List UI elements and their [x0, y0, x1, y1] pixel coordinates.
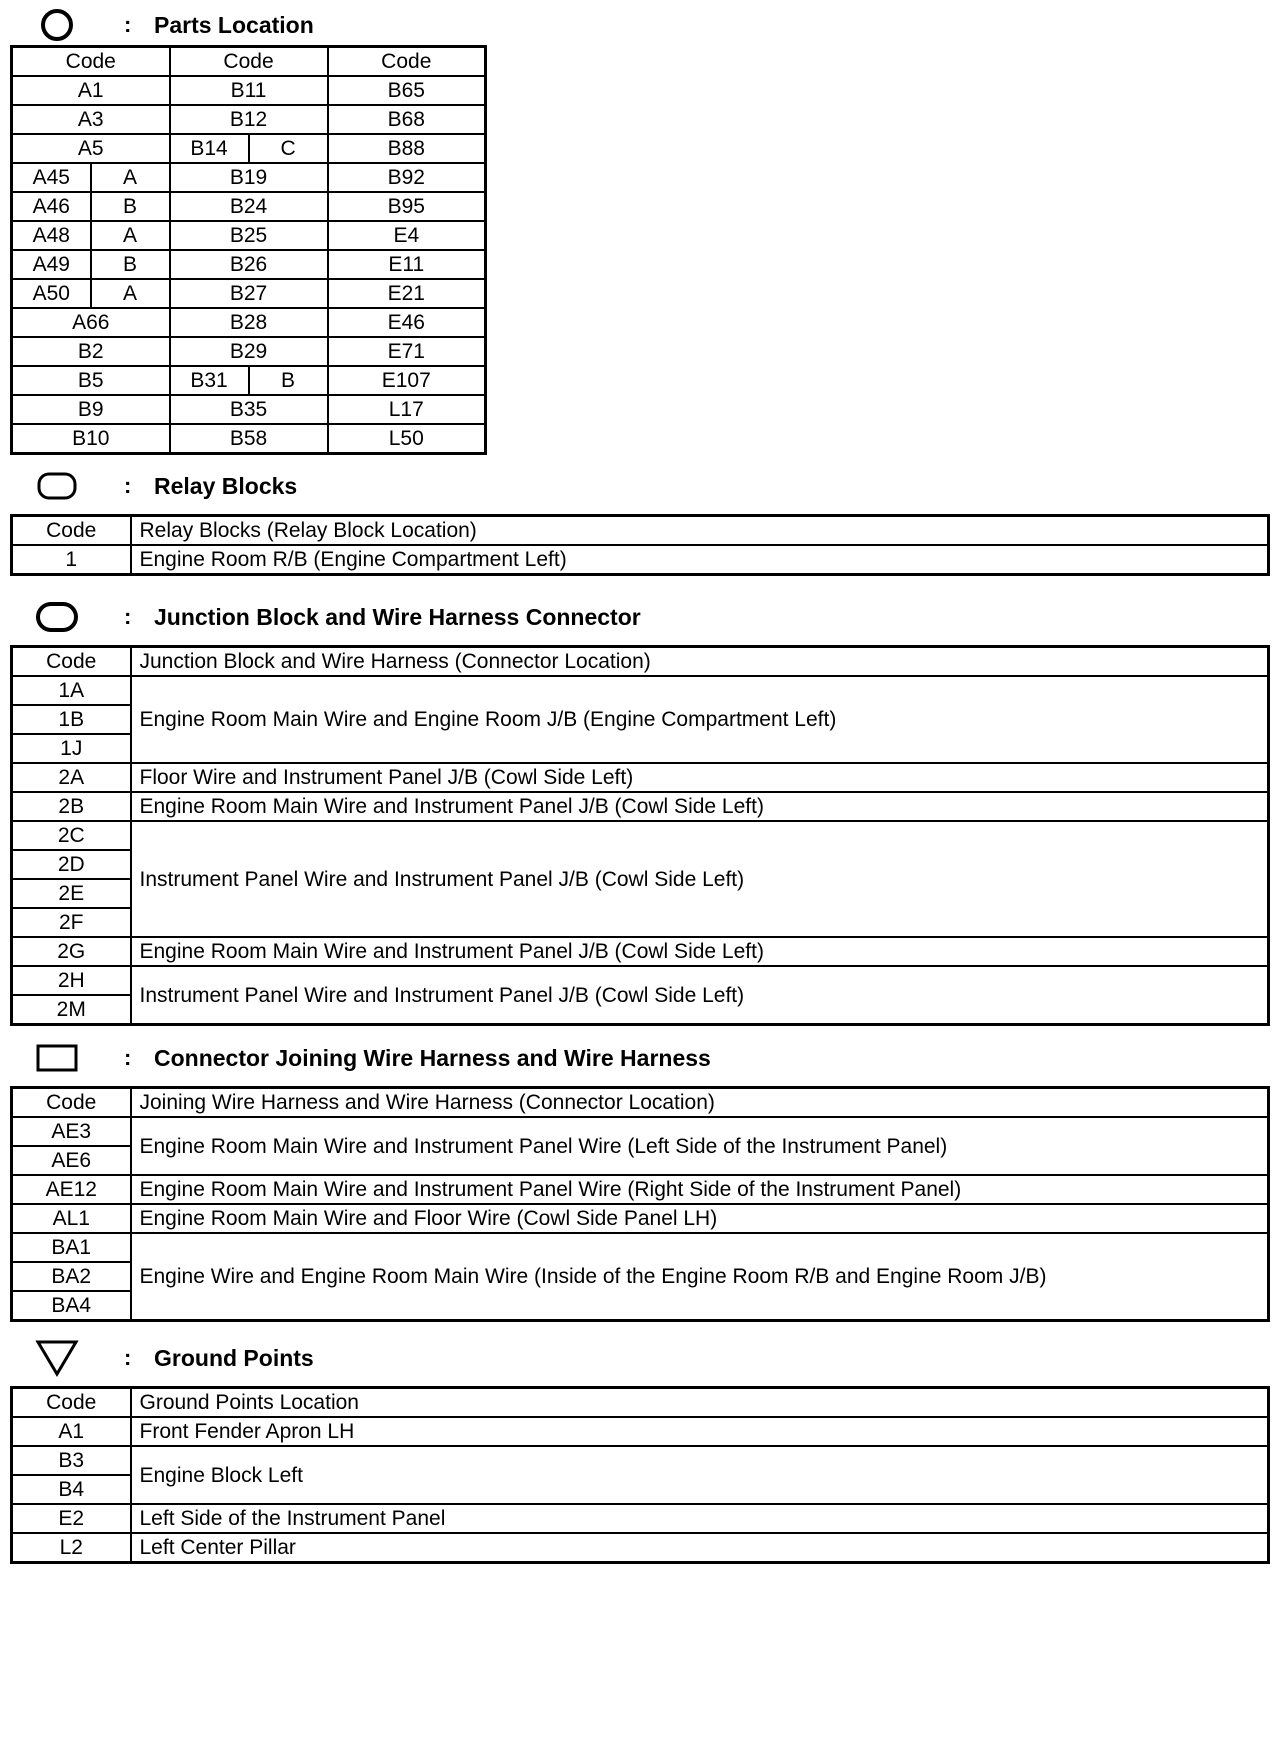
code-cell: 1J — [12, 734, 131, 763]
code-cell: 2H — [12, 966, 131, 995]
part-sub-code: A — [91, 279, 170, 308]
code-cell: B3 — [12, 1446, 131, 1475]
part-code: A50 — [12, 279, 91, 308]
part-code: A46 — [12, 192, 91, 221]
part-code: A3 — [12, 105, 170, 134]
rounded-box-symbol-icon — [30, 597, 84, 637]
code-column-header: Code — [12, 647, 131, 677]
connector-table — [10, 1086, 1270, 1322]
location-column-header: Joining Wire Harness and Wire Harness (Connector Location) — [131, 1088, 1269, 1118]
part-code: B88 — [328, 134, 486, 163]
code-cell: AE12 — [12, 1175, 131, 1204]
location-cell: Left Center Pillar — [131, 1533, 1269, 1563]
part-code: B65 — [328, 76, 486, 105]
code-cell: BA1 — [12, 1233, 131, 1262]
part-code: E71 — [328, 337, 486, 366]
code-cell: BA2 — [12, 1262, 131, 1291]
table-row — [12, 545, 1269, 575]
code-cell: AE6 — [12, 1146, 131, 1175]
table-row — [12, 163, 486, 192]
column-header: Code — [328, 47, 486, 77]
header-row — [12, 47, 486, 77]
table-row — [12, 105, 486, 134]
part-code: B10 — [12, 424, 170, 454]
part-code: B68 — [328, 105, 486, 134]
part-code: E11 — [328, 250, 486, 279]
code-cell: 2B — [12, 792, 131, 821]
location-column-header: Relay Blocks (Relay Block Location) — [131, 516, 1269, 546]
part-code: B29 — [170, 337, 328, 366]
code-cell: 1 — [12, 545, 131, 575]
table-row — [12, 366, 486, 395]
heading-colon: : — [124, 1045, 132, 1070]
table-row — [12, 937, 1269, 966]
code-cell: BA4 — [12, 1291, 131, 1321]
column-header: Code — [170, 47, 328, 77]
junction-block-heading — [30, 597, 641, 637]
part-code: B24 — [170, 192, 328, 221]
location-cell: Engine Room Main Wire and Engine Room J/B (Engine Compartment Left) — [131, 676, 1269, 763]
part-code: B14 — [170, 134, 249, 163]
table-row — [12, 1533, 1269, 1563]
part-sub-code: B — [91, 250, 170, 279]
code-cell: 2F — [12, 908, 131, 937]
table-row — [12, 1417, 1269, 1446]
location-column-header: Ground Points Location — [131, 1388, 1269, 1418]
location-column-header: Junction Block and Wire Harness (Connector Location) — [131, 647, 1269, 677]
part-code: B92 — [328, 163, 486, 192]
relay-blocks-heading — [30, 466, 297, 506]
table-row — [12, 763, 1269, 792]
part-code: E46 — [328, 308, 486, 337]
table-row — [12, 76, 486, 105]
part-code: B35 — [170, 395, 328, 424]
table-row — [12, 1504, 1269, 1533]
circle-symbol-icon — [30, 5, 84, 45]
part-code: B11 — [170, 76, 328, 105]
location-cell: Engine Block Left — [131, 1446, 1269, 1504]
header-row — [12, 647, 1269, 677]
location-cell: Engine Room Main Wire and Instrument Panel Wire (Left Side of the Instrument Panel) — [131, 1117, 1269, 1175]
header-row — [12, 1088, 1269, 1118]
location-cell: Engine Room Main Wire and Instrument Panel J/B (Cowl Side Left) — [131, 937, 1269, 966]
code-cell: AL1 — [12, 1204, 131, 1233]
part-code: A48 — [12, 221, 91, 250]
connector-heading — [30, 1038, 711, 1078]
heading-colon: : — [124, 1345, 132, 1370]
table-row — [12, 1233, 1269, 1262]
header-row — [12, 516, 1269, 546]
parts-location-heading — [30, 5, 314, 45]
part-sub-code: C — [249, 134, 328, 163]
location-cell: Instrument Panel Wire and Instrument Panel J/B (Cowl Side Left) — [131, 966, 1269, 1025]
heading-colon: : — [124, 473, 132, 498]
part-code: E4 — [328, 221, 486, 250]
table-row — [12, 192, 486, 221]
part-code: E21 — [328, 279, 486, 308]
part-code: B9 — [12, 395, 170, 424]
part-code: A1 — [12, 76, 170, 105]
location-cell: Front Fender Apron LH — [131, 1417, 1269, 1446]
part-code: B26 — [170, 250, 328, 279]
location-cell: Left Side of the Instrument Panel — [131, 1504, 1269, 1533]
part-code: B27 — [170, 279, 328, 308]
table-row — [12, 1204, 1269, 1233]
triangle-symbol-icon — [30, 1338, 84, 1378]
section-title: Connector Joining Wire Harness and Wire Harness — [154, 1044, 711, 1071]
column-header: Code — [12, 47, 170, 77]
location-cell: Engine Wire and Engine Room Main Wire (Inside of the Engine Room R/B and Engine Room J/B) — [131, 1233, 1269, 1321]
code-cell: B4 — [12, 1475, 131, 1504]
ground-points-heading — [30, 1338, 314, 1378]
part-code: B19 — [170, 163, 328, 192]
code-cell: E2 — [12, 1504, 131, 1533]
parts-location-table — [10, 45, 487, 455]
part-code: B95 — [328, 192, 486, 221]
table-row — [12, 1446, 1269, 1475]
table-row — [12, 792, 1269, 821]
code-cell: 2D — [12, 850, 131, 879]
code-cell: A1 — [12, 1417, 131, 1446]
rounded-rectangle-symbol-icon — [30, 466, 84, 506]
relay-blocks-table — [10, 514, 1270, 576]
heading-colon: : — [124, 12, 132, 37]
code-column-header: Code — [12, 1388, 131, 1418]
table-row — [12, 821, 1269, 850]
code-column-header: Code — [12, 1088, 131, 1118]
location-cell: Instrument Panel Wire and Instrument Panel J/B (Cowl Side Left) — [131, 821, 1269, 937]
table-row — [12, 1117, 1269, 1146]
ground-points-table — [10, 1386, 1270, 1564]
code-cell: 2G — [12, 937, 131, 966]
part-sub-code: B — [249, 366, 328, 395]
location-cell: Engine Room Main Wire and Instrument Panel J/B (Cowl Side Left) — [131, 792, 1269, 821]
code-cell: L2 — [12, 1533, 131, 1563]
section-title: Parts Location — [154, 11, 314, 38]
code-cell: 2E — [12, 879, 131, 908]
code-cell: 2M — [12, 995, 131, 1025]
part-code: E107 — [328, 366, 486, 395]
location-cell: Engine Room Main Wire and Floor Wire (Cowl Side Panel LH) — [131, 1204, 1269, 1233]
section-title: Ground Points — [154, 1344, 314, 1371]
part-code: B2 — [12, 337, 170, 366]
table-row — [12, 395, 486, 424]
table-row — [12, 337, 486, 366]
part-code: B5 — [12, 366, 170, 395]
table-row — [12, 250, 486, 279]
code-cell: 1A — [12, 676, 131, 705]
table-row — [12, 134, 486, 163]
table-row — [12, 279, 486, 308]
table-row — [12, 1175, 1269, 1204]
junction-block-table — [10, 645, 1270, 1026]
code-cell: 2C — [12, 821, 131, 850]
part-code: A49 — [12, 250, 91, 279]
part-code: B31 — [170, 366, 249, 395]
location-cell: Floor Wire and Instrument Panel J/B (Cowl Side Left) — [131, 763, 1269, 792]
part-code: A66 — [12, 308, 170, 337]
location-cell: Engine Room R/B (Engine Compartment Left) — [131, 545, 1269, 575]
table-row — [12, 676, 1269, 705]
section-title: Junction Block and Wire Harness Connector — [154, 603, 641, 630]
table-row — [12, 966, 1269, 995]
part-code: A45 — [12, 163, 91, 192]
part-code: L50 — [328, 424, 486, 454]
part-code: A5 — [12, 134, 170, 163]
table-row — [12, 221, 486, 250]
table-row — [12, 308, 486, 337]
part-sub-code: A — [91, 221, 170, 250]
heading-colon: : — [124, 604, 132, 629]
table-row — [12, 424, 486, 454]
header-row — [12, 1388, 1269, 1418]
part-code: B58 — [170, 424, 328, 454]
location-cell: Engine Room Main Wire and Instrument Panel Wire (Right Side of the Instrument Panel) — [131, 1175, 1269, 1204]
code-cell: 2A — [12, 763, 131, 792]
part-code: L17 — [328, 395, 486, 424]
part-code: B12 — [170, 105, 328, 134]
part-sub-code: B — [91, 192, 170, 221]
part-code: B28 — [170, 308, 328, 337]
square-symbol-icon — [30, 1038, 84, 1078]
code-cell: AE3 — [12, 1117, 131, 1146]
part-sub-code: A — [91, 163, 170, 192]
section-title: Relay Blocks — [154, 472, 298, 499]
code-column-header: Code — [12, 516, 131, 546]
code-cell: 1B — [12, 705, 131, 734]
part-code: B25 — [170, 221, 328, 250]
